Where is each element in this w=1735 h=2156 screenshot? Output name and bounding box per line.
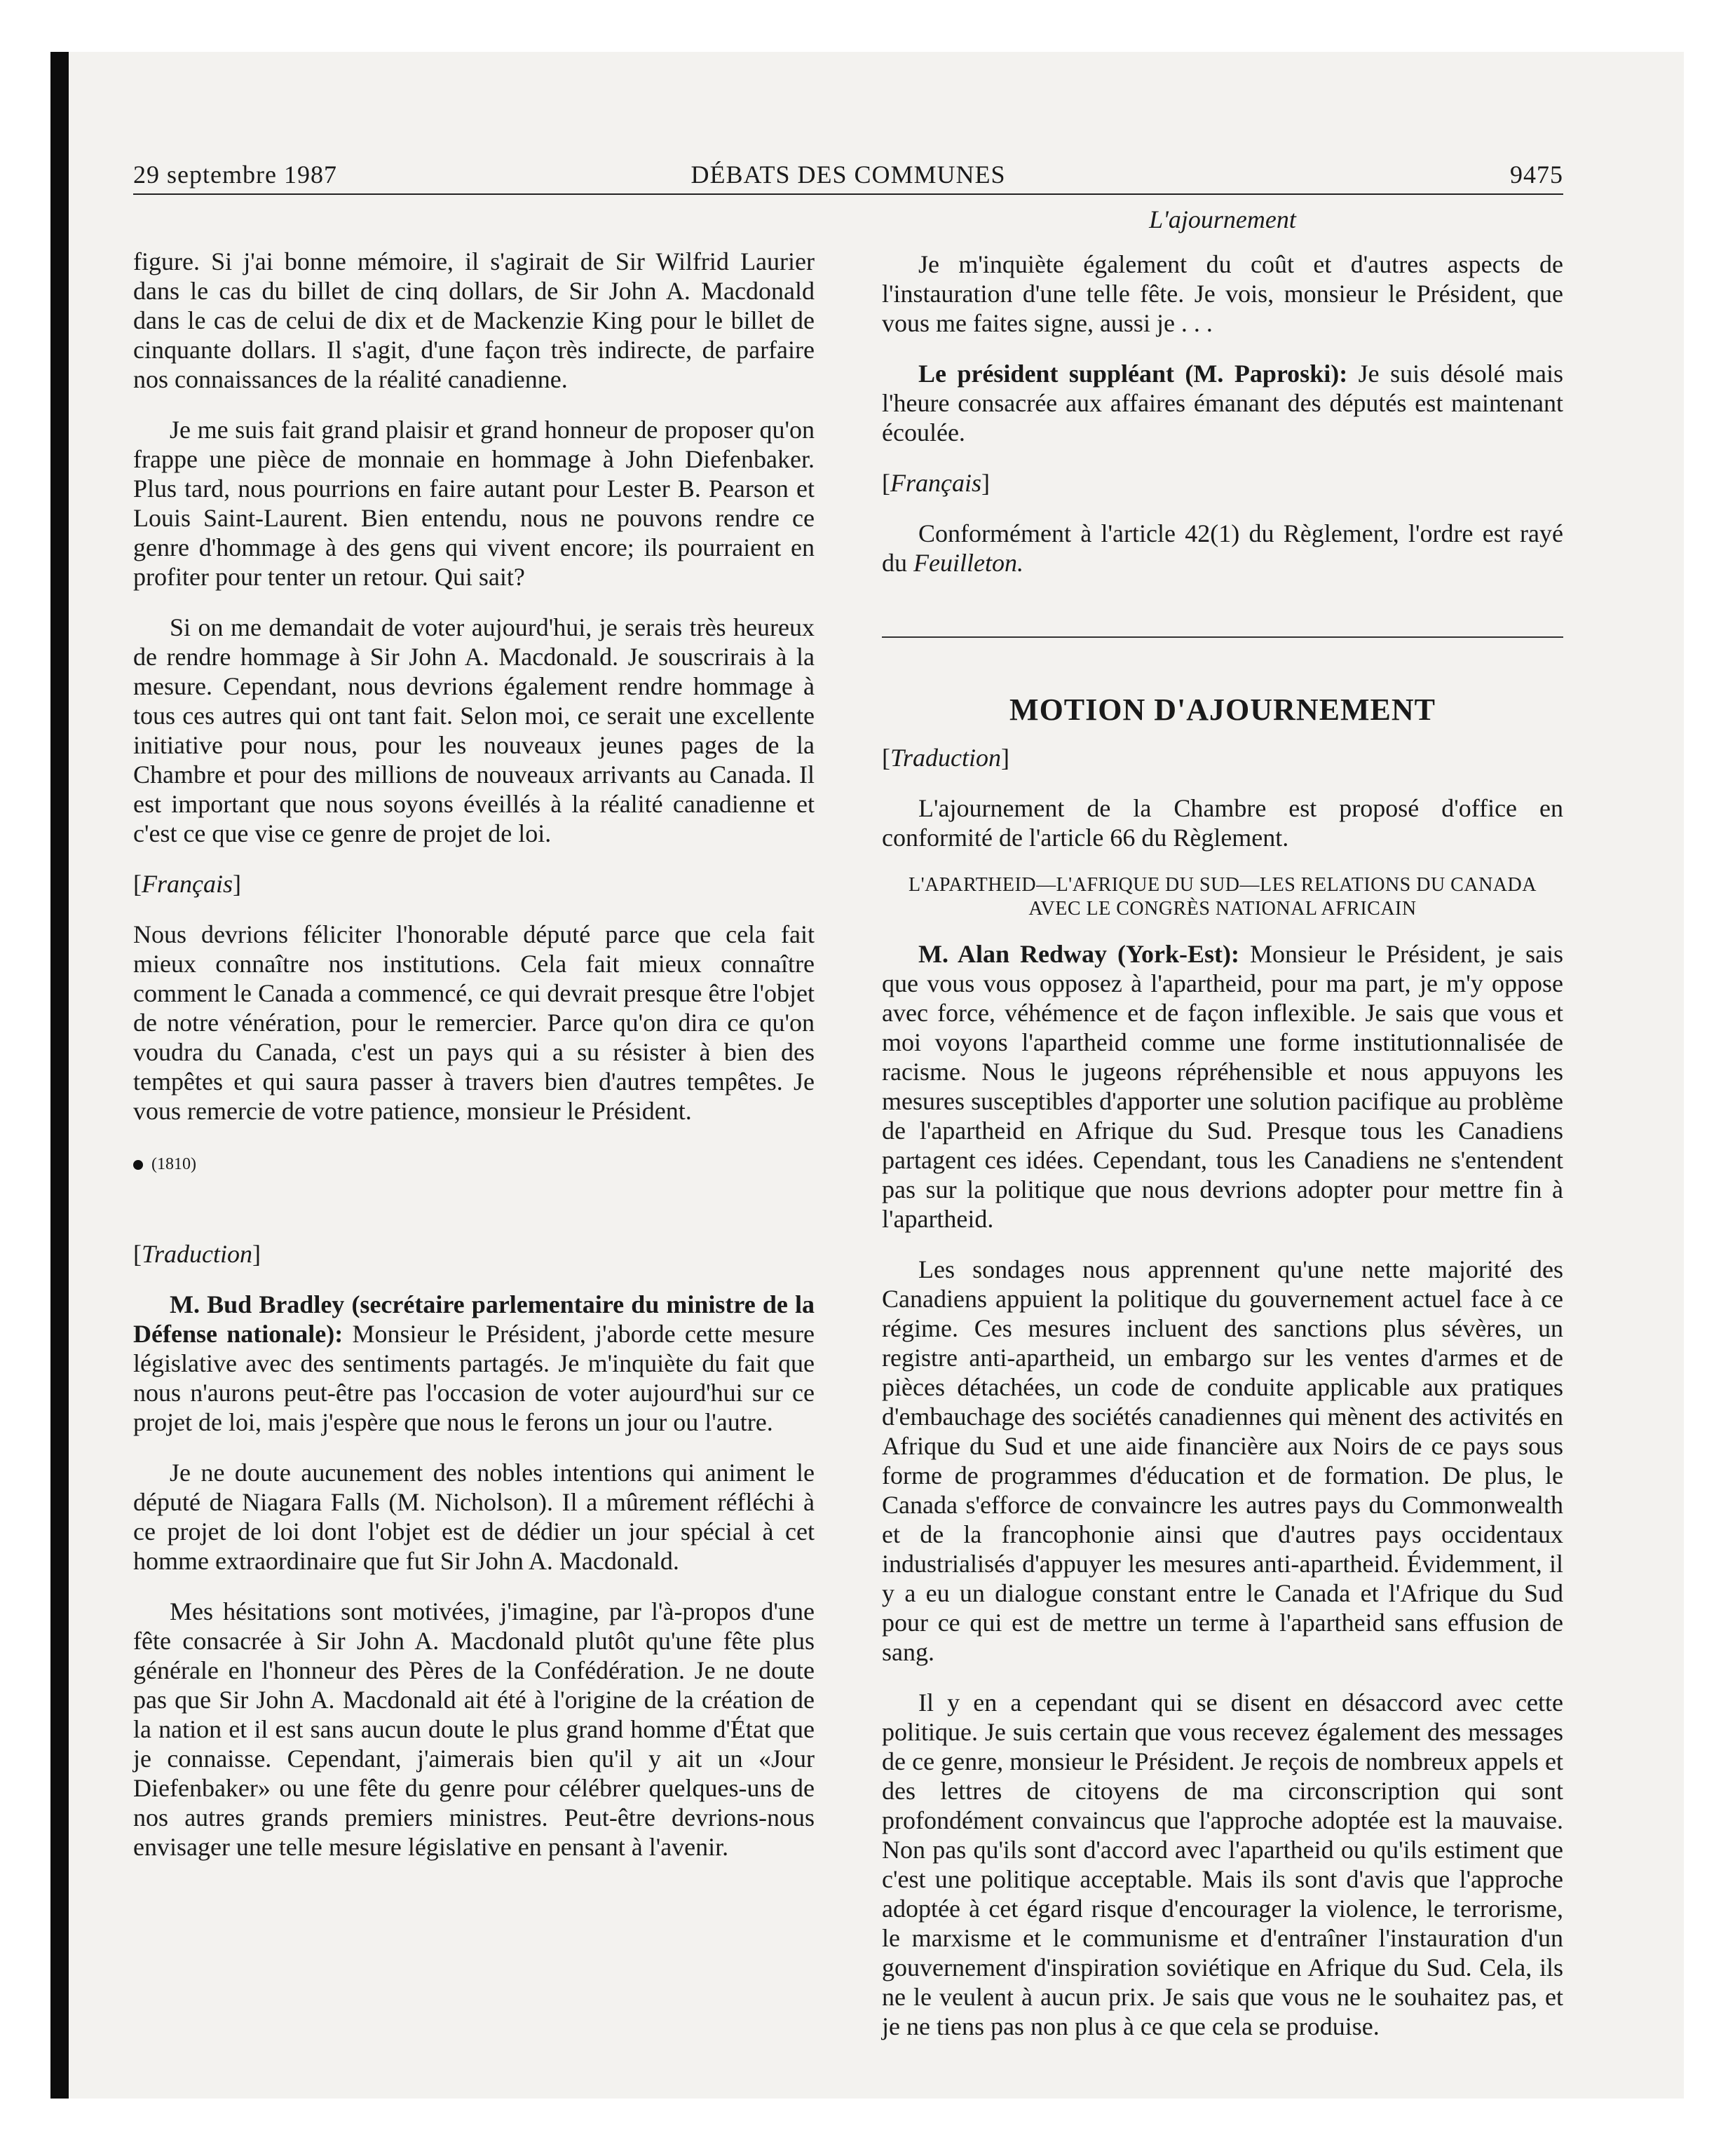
speech-paragraph bbox=[882, 359, 1563, 447]
speaker-name: M. Alan Redway (York-Est): bbox=[918, 940, 1240, 968]
time-marker-text: (1810) bbox=[151, 1155, 196, 1173]
header-title: DÉBATS DES COMMUNES bbox=[690, 161, 1006, 189]
paragraph: figure. Si j'ai bonne mémoire, il s'agirait de Sir Wilfrid Laurier dans le cas du billet de cinq dollars, de Sir John A. Macdonald dans le cas de celui de dix et de Mackenzie King pour le billet de cinquante dollars. Il s'agit, d'une façon très indirecte, de parfaire nos connaissances de la réalité canadienne. bbox=[133, 247, 815, 393]
paragraph: Les sondages nous apprennent qu'une nette majorité des Canadiens appuient la politique du gouvernement actuel face à ce régime. Ces mesures incluent des sanctions plus sévères, un registre anti-apartheid, un embargo sur les ventes d'armes et de pièces détachées, un code de conduite applicable aux pratiques d'embauchage des sociétés canadiennes qui mènent des activités en Afrique du Sud et une aide financière aux Noirs de ce pays sous forme de programmes d'éducation et de formation. De plus, le Canada s'efforce de convaincre les autres pays du Commonwealth et de la francophonie ainsi que d'autres pays occidentaux industrialisés d'appuyer les mesures anti-apartheid. Évidemment, il y a eu un dialogue constant entre le Canada et l'Afrique du Sud pour ce qui est de mettre un terme à l'apartheid sans effusion de sang. bbox=[882, 1255, 1563, 1666]
left-column bbox=[133, 247, 815, 1883]
paragraph-text: Conformément à l'article 42(1) du Règlement, l'ordre est rayé du bbox=[882, 519, 1563, 577]
speaker-name: M. Bud Bradley (secrétaire parlementaire du ministre de la Défense nationale): bbox=[133, 1290, 815, 1348]
running-head: L'ajournement bbox=[1149, 205, 1296, 233]
paragraph bbox=[882, 519, 1563, 578]
language-tag-text: Français bbox=[142, 870, 233, 898]
paragraph-italic: Feuilleton. bbox=[913, 549, 1023, 577]
language-tag-text: Français bbox=[890, 469, 981, 497]
header-date: 29 septembre 1987 bbox=[133, 161, 337, 189]
speech-paragraph bbox=[133, 1290, 815, 1437]
speaker-name: Le président suppléant (M. Paproski): bbox=[918, 360, 1348, 388]
time-marker bbox=[133, 1149, 815, 1179]
speech-text: Je suis désolé mais l'heure consacrée aux affaires émanant des députés est maintenant écoulée. bbox=[882, 360, 1564, 446]
paragraph: Je ne doute aucunement des nobles intentions qui animent le député de Niagara Falls (M. Nicholson). Il a mûrement réfléchi à ce projet de loi dont l'objet est de dédier un jour spécial à cet homme extraordinaire que fut Sir John A. Macdonald. bbox=[133, 1459, 815, 1575]
section-title: MOTION D'AJOURNEMENT bbox=[1009, 692, 1436, 727]
speech-text: Monsieur le Président, je sais que vous vous opposez à l'apartheid, pour ma part, je m'y oppose avec force, véhémence et de façon inflexible. Je sais que vous et moi voyons l'apartheid comme une forme institutionnalisée de racisme. Nous le jugeons répréhensible et nous appuyons les mesures susceptibles d'apporter une solution pacifique au problème de l'apartheid en Afrique du Sud. Presque tous les Canadiens partagent ces idées. Cependant, tous les Canadiens ne s'entendent pas sur la politique que nous devrions adopter pour mettre fin à l'apartheid. bbox=[882, 940, 1563, 1233]
speech-text: Monsieur le Président, j'aborde cette mesure législative avec des sentiments partagés. Je m'inquiète du fait que nous n'aurons peut-être pas l'occasion de voter aujourd'hui sur ce projet de loi, mais j'espère que nous le ferons un jour ou l'autre. bbox=[133, 1320, 815, 1436]
paragraph: Il y en a cependant qui se disent en désaccord avec cette politique. Je suis certain que vous recevez également des messages de ce genre, monsieur le Président. Je reçois de nombreux appels et des lettres de citoyens de ma circonscription qui sont profondément convaincus que l'approche adoptée est la mauvaise. Non pas qu'ils sont d'accord avec l'apartheid ou qu'ils estiment que c'est une politique acceptable. Mais ils sont d'avis que l'approche adoptée à cet égard risque d'encourager la violence, le terrorisme, le marxisme et le communisme et d'entraîner l'instauration d'un gouvernement d'inspiration soviétique en Afrique du Sud. Cela, ils ne le veulent à aucun prix. Je sais que vous ne le souhaitez pas, et je ne tiens pas non plus à ce que cela se produise. bbox=[882, 1688, 1563, 2040]
paragraph: L'ajournement de la Chambre est proposé d'office en conformité de l'article 66 du Règlement. bbox=[882, 794, 1563, 852]
paragraph: Mes hésitations sont motivées, j'imagine, par l'à-propos d'une fête consacrée à Sir John A. Macdonald plutôt qu'une fête plus générale en l'honneur des Pères de la Confédération. Je ne doute pas que Sir John A. Macdonald ait été à l'origine de la création de la nation et il est sans aucun doute le plus grand homme d'État que je connaisse. Cependant, j'aimerais bien qu'il y ait un «Jour Diefenbaker» ou une fête du genre pour célébrer quelques-uns de nos autres grands premiers ministres. Peut-être devrions-nous envisager une telle mesure législative en pensant à l'avenir. bbox=[133, 1597, 815, 1861]
language-tag: [Français] bbox=[133, 870, 241, 898]
bullet-icon bbox=[133, 1160, 143, 1170]
page-number: 9475 bbox=[1510, 161, 1563, 189]
subject-heading: L'APARTHEID—L'AFRIQUE DU SUD—LES RELATIONS DU CANADA AVEC LE CONGRÈS NATIONAL AFRICAIN bbox=[909, 874, 1537, 920]
section-divider bbox=[882, 636, 1563, 638]
paragraph: Nous devrions féliciter l'honorable député parce que cela fait mieux connaître nos institutions. Cela fait mieux connaître comment le Canada a commencé, ce qui devrait presque être l'objet de notre vénération, pour le remercier. Parce qu'on dira ce qu'on voudra du Canada, c'est un pays qui a su résister à bien des tempêtes et qui saura passer à travers bien d'autres tempêtes. Je vous remercie de votre patience, monsieur le Président. bbox=[133, 920, 815, 1125]
paragraph: Je m'inquiète également du coût et d'autres aspects de l'instauration d'une telle fête. Je vois, monsieur le Président, que vous me faites signe, aussi je . . . bbox=[882, 250, 1563, 337]
translation-tag: [Traduction] bbox=[882, 744, 1010, 772]
paragraph: Je me suis fait grand plaisir et grand honneur de proposer qu'on frappe une pièce de monnaie en hommage à John Diefenbaker. Plus tard, nous pourrions en faire autant pour Lester B. Pearson et Louis Saint-Laurent. Bien entendu, nous ne pouvons rendre ce genre d'hommage à des gens qui vivent encore; ils pourraient en profiter pour tenter un retour. Qui sait? bbox=[133, 416, 815, 591]
header-divider bbox=[133, 193, 1563, 195]
page-header bbox=[133, 156, 1563, 195]
translation-tag: [Traduction] bbox=[133, 1240, 261, 1268]
paragraph: Si on me demandait de voter aujourd'hui, je serais très heureux de rendre hommage à Sir John A. Macdonald. Je souscrirais à la mesure. Cependant, nous devrions également rendre hommage à tous ces autres qui ont tant fait. Selon moi, ce serait une excellente initiative pour nous, pour les nouveaux jeunes pages de la Chambre et pour des millions de nouveaux arrivants au Canada. Il est important que nous soyons éveillés à la réalité canadienne et c'est ce que vise ce genre de projet de loi. bbox=[133, 613, 815, 847]
language-tag: [Français] bbox=[882, 469, 990, 497]
speech-paragraph bbox=[882, 939, 1563, 1234]
translation-tag-text: Traduction bbox=[890, 744, 1002, 772]
translation-tag-text: Traduction bbox=[142, 1240, 253, 1268]
binding-edge bbox=[50, 52, 69, 2099]
right-column bbox=[882, 250, 1563, 2062]
